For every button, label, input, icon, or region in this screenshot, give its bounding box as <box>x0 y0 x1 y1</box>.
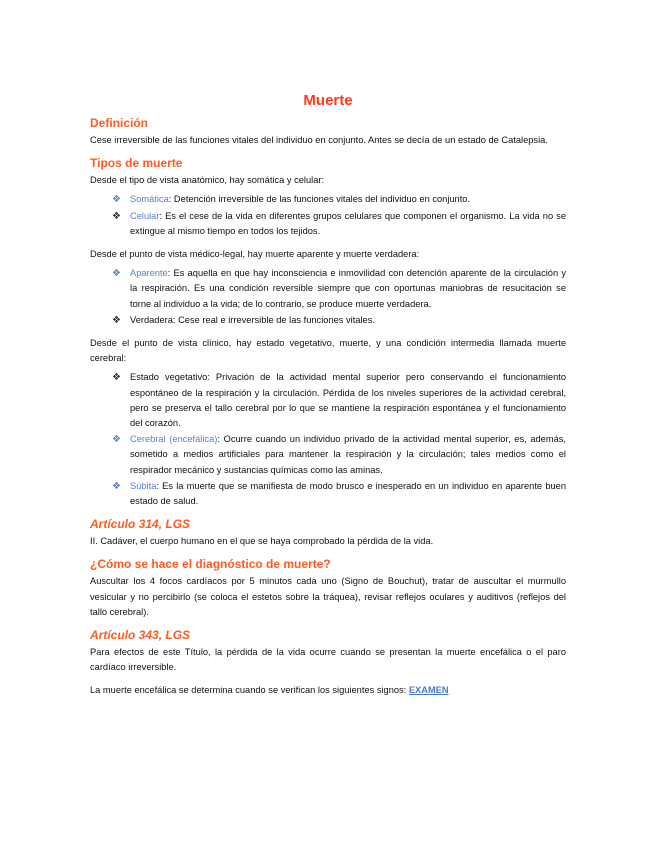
item-text: : Detención irreversible de las funciones vitales del individuo en conjunto. <box>168 194 471 205</box>
term-cerebral: Cerebral (encefálica) <box>130 434 218 445</box>
tipos-intro-clinico: Desde el punto de vista clínico, hay estado vegetativo, muerte, y una condición intermedia llamada muerte cerebral: <box>90 338 566 364</box>
tipos-intro-medico-legal: Desde el punto de vista médico-legal, hay muerte aparente y muerte verdadera: <box>90 249 420 260</box>
heading-articulo-314: Artículo 314, LGS <box>90 517 191 532</box>
list-clinico <box>90 370 566 509</box>
heading-definicion: Definición <box>90 116 149 130</box>
signos-text: La muerte encefálica se determina cuando se verifican los siguientes signos: <box>90 685 409 696</box>
diamond-bullet-icon: ❖ <box>112 434 121 446</box>
page-title: Muerte <box>303 92 353 109</box>
muerte-encefalica-text <box>90 683 566 698</box>
diamond-bullet-icon: ❖ <box>112 194 121 206</box>
term-celular: Celular <box>130 210 160 221</box>
item-text: : Es el cese de la vida en diferentes grupos celulares que componen el organismo. La vida no se extingue al mismo tiempo en todos los tejidos. <box>130 210 566 236</box>
heading-diagnostico: ¿Cómo se hace el diagnóstico de muerte? <box>90 557 331 572</box>
item-text: Estado vegetativo: Privación de la actividad mental superior pero conservando el funcionamiento espontáneo de la respiración y la circulación. Pérdida de los niveles superiores de la actividad cerebral, pero se preserva el tallo cerebral por lo que se mantiene la respiración espontánea y el funcionamiento del corazón. <box>130 372 566 429</box>
item-text: Verdadera: Cese real e irreversible de las funciones vitales. <box>130 314 375 325</box>
diamond-bullet-icon: ❖ <box>112 372 121 384</box>
diamond-bullet-icon: ❖ <box>112 314 121 326</box>
item-text: : Es aquella en que hay inconsciencia e inmovilidad con detención aparente de la circulación y la respiración. Es una condición reversible siempre que con oportunas maniobras de resucitación se torne al individuo a la vida; de lo contrario, se produce muerte verdadera. <box>130 268 566 309</box>
diamond-bullet-icon: ❖ <box>112 210 121 222</box>
term-aparente: Aparente <box>130 268 168 279</box>
list-item <box>90 192 566 207</box>
heading-articulo-343: Artículo 343, LGS <box>90 628 191 643</box>
heading-tipos: Tipos de muerte <box>90 156 183 171</box>
list-item <box>90 209 566 239</box>
term-somatica: Somática <box>130 194 169 205</box>
definicion-text: Cese irreversible de las funciones vitales del individuo en conjunto. Antes se decía de un estado de Catalepsia. <box>90 135 548 145</box>
list-anatomico <box>90 192 566 239</box>
document-content <box>90 92 566 699</box>
diagnostico-text: Auscultar los 4 focos cardíacos por 5 minutos cada uno (Signo de Bouchut), tratar de auscultar el murmullo vesicular y no percibirlo (se coloca el estetos sobre la tráquea), revisar reflejos oculares y auditivos (reflejos del tallo cerebral). <box>90 576 566 617</box>
list-item <box>90 479 566 509</box>
item-text: : Ocurre cuando un individuo privado de la actividad mental superior, es, además, sometido a medios artificiales para mantener la respiración y la circulación; tales medios como el respirador mecánico y sustancias químicas como las aminas. <box>130 434 566 475</box>
list-item <box>90 313 566 328</box>
tipos-intro-anatomico: Desde el tipo de vista anatómico, hay somática y celular: <box>90 175 325 186</box>
list-item <box>90 266 566 312</box>
diamond-bullet-icon: ❖ <box>112 268 121 280</box>
diamond-bullet-icon: ❖ <box>112 480 121 492</box>
articulo-343-text: Para efectos de este Título, la pérdida de la vida ocurre cuando se presentan la muerte encefálica o el paro cardíaco irreversible. <box>90 647 566 673</box>
item-text: : Es la muerte que se manifiesta de modo brusco e inesperado en un individuo en aparente buen estado de salud. <box>130 480 566 507</box>
list-medico-legal <box>90 266 566 328</box>
term-subita: Súbita <box>130 480 157 491</box>
list-item <box>90 432 566 478</box>
articulo-314-text: II. Cadáver, el cuerpo humano en el que se haya comprobado la pérdida de la vida. <box>90 536 434 547</box>
list-item <box>90 370 566 431</box>
examen-link[interactable]: EXAMEN <box>408 685 449 696</box>
